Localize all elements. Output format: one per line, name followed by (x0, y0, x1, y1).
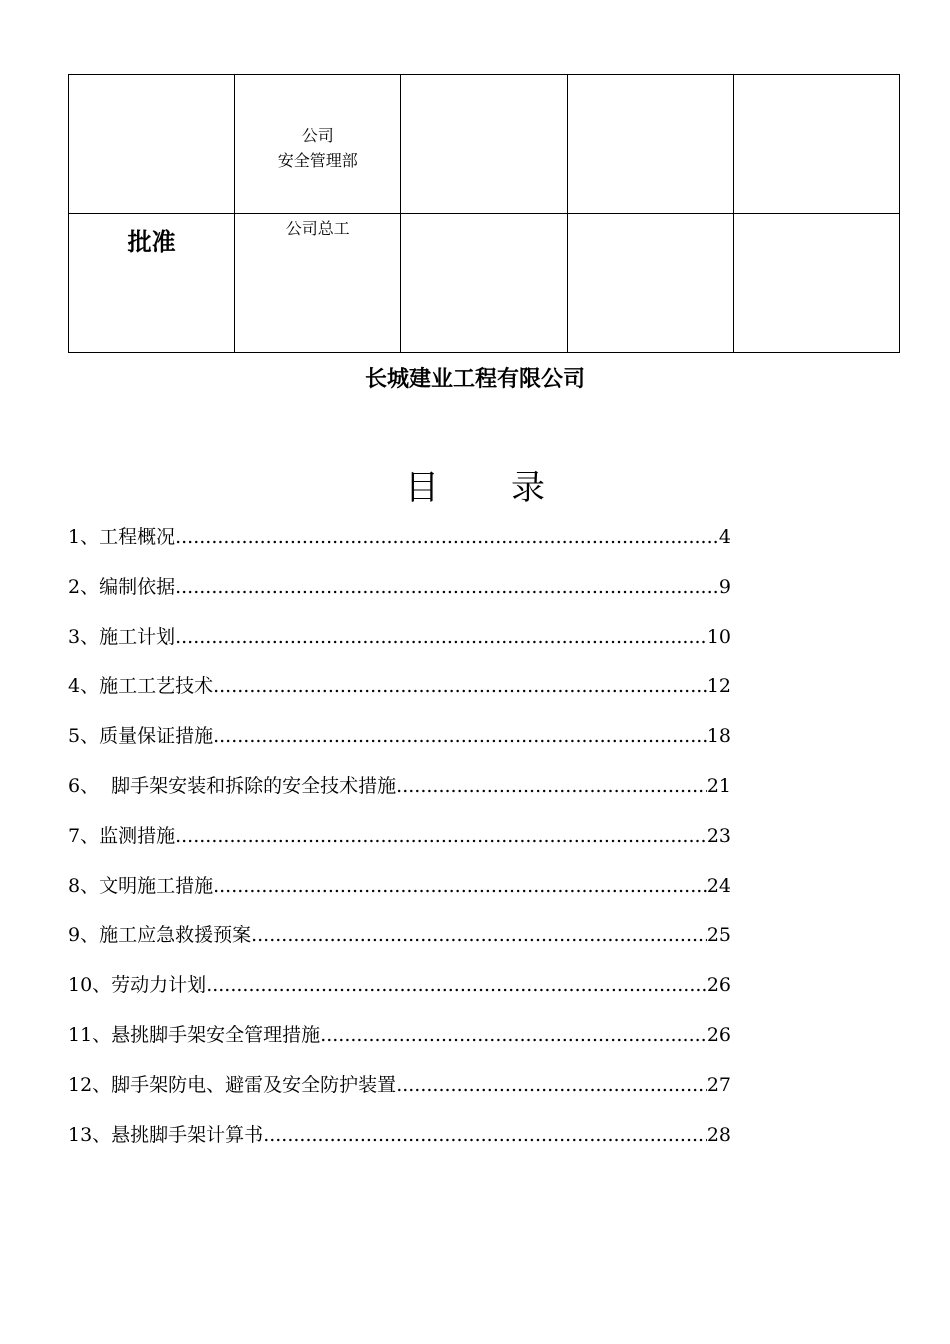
toc-title-right: 录 (511, 468, 545, 508)
toc-item-label: 5、质量保证措施 (68, 725, 214, 748)
toc-leader-dots (175, 821, 707, 851)
toc-item[interactable] (68, 721, 731, 771)
toc-item-label: 13、悬挑脚手架计算书 (68, 1123, 264, 1146)
toc-item[interactable] (68, 970, 731, 1020)
toc-leader-dots (175, 572, 719, 602)
toc-leader-dots (213, 871, 707, 901)
approval-cell-blank (567, 75, 733, 214)
approval-cell-chief (235, 214, 401, 353)
toc-item[interactable] (68, 1070, 731, 1120)
toc-item[interactable] (68, 671, 731, 721)
toc-item-page: 23 (706, 824, 731, 847)
toc-item-label: 10、劳动力计划 (68, 974, 207, 997)
toc-item[interactable] (68, 771, 731, 821)
company-name: 长城建业工程有限公司 (364, 367, 585, 392)
toc-item[interactable] (68, 522, 731, 572)
toc-item-label: 2、编制依据 (68, 575, 176, 598)
approval-cell-blank (401, 75, 567, 214)
toc-item-page: 26 (706, 1023, 731, 1046)
approval-cell-label (69, 214, 235, 353)
toc-item-page: 28 (706, 1123, 731, 1146)
toc-list (68, 522, 731, 1169)
safety-dept-line2: 安全管理部 (277, 151, 358, 170)
approval-row-safety (69, 75, 900, 214)
toc-leader-dots (396, 771, 707, 801)
toc-leader-dots (320, 1020, 707, 1050)
toc-title-left: 目 (405, 468, 439, 508)
toc-item-page: 10 (706, 625, 731, 648)
toc-item-label: 7、监测措施 (68, 824, 176, 847)
safety-dept-text (235, 123, 400, 173)
approval-row-approve (69, 214, 900, 353)
toc-item[interactable] (68, 572, 731, 622)
approval-cell-label-empty (69, 75, 235, 214)
toc-leader-dots (213, 671, 707, 701)
approval-cell-blank (733, 75, 899, 214)
toc-item-page: 25 (706, 924, 731, 947)
approval-cell-safety-dept (235, 75, 401, 214)
toc-item[interactable] (68, 1020, 731, 1070)
toc-item-label: 8、文明施工措施 (68, 874, 214, 897)
approval-cell-blank (401, 214, 567, 353)
toc-item-page: 9 (718, 575, 731, 598)
toc-leader-dots (396, 1070, 707, 1100)
toc-item-label: 6、 脚手架安装和拆除的安全技术措施 (68, 774, 397, 797)
toc-title (0, 466, 950, 510)
chief-engineer-text: 公司总工 (285, 219, 350, 238)
toc-leader-dots (263, 1120, 707, 1150)
toc-item-page: 26 (706, 974, 731, 997)
toc-item-page: 12 (706, 675, 731, 698)
approve-label: 批准 (127, 228, 176, 256)
toc-item-page: 24 (706, 874, 731, 897)
approval-table (68, 74, 900, 353)
safety-dept-line1: 公司 (301, 126, 334, 145)
toc-item-page: 21 (706, 774, 731, 797)
toc-leader-dots (251, 920, 707, 950)
toc-leader-dots (206, 970, 707, 1000)
toc-item[interactable] (68, 920, 731, 970)
toc-item-label: 1、工程概况 (68, 526, 176, 548)
toc-item-page: 18 (706, 725, 731, 748)
toc-item[interactable] (68, 1120, 731, 1170)
toc-item-label: 4、施工工艺技术 (68, 675, 214, 698)
toc-leader-dots (175, 622, 707, 652)
toc-leader-dots (213, 721, 707, 751)
toc-item[interactable] (68, 871, 731, 921)
toc-item-page: 4 (718, 526, 731, 548)
toc-leader-dots (175, 522, 719, 552)
toc-item-page: 27 (706, 1073, 731, 1096)
toc-item-label: 9、施工应急救援预案 (68, 924, 252, 947)
approval-cell-blank (567, 214, 733, 353)
toc-item[interactable] (68, 821, 731, 871)
approval-cell-blank (733, 214, 899, 353)
toc-item[interactable] (68, 622, 731, 672)
toc-item-label: 12、脚手架防电、避雷及安全防护装置 (68, 1073, 397, 1096)
toc-item-label: 11、悬挑脚手架安全管理措施 (68, 1023, 321, 1046)
toc-item-label: 3、施工计划 (68, 625, 176, 648)
